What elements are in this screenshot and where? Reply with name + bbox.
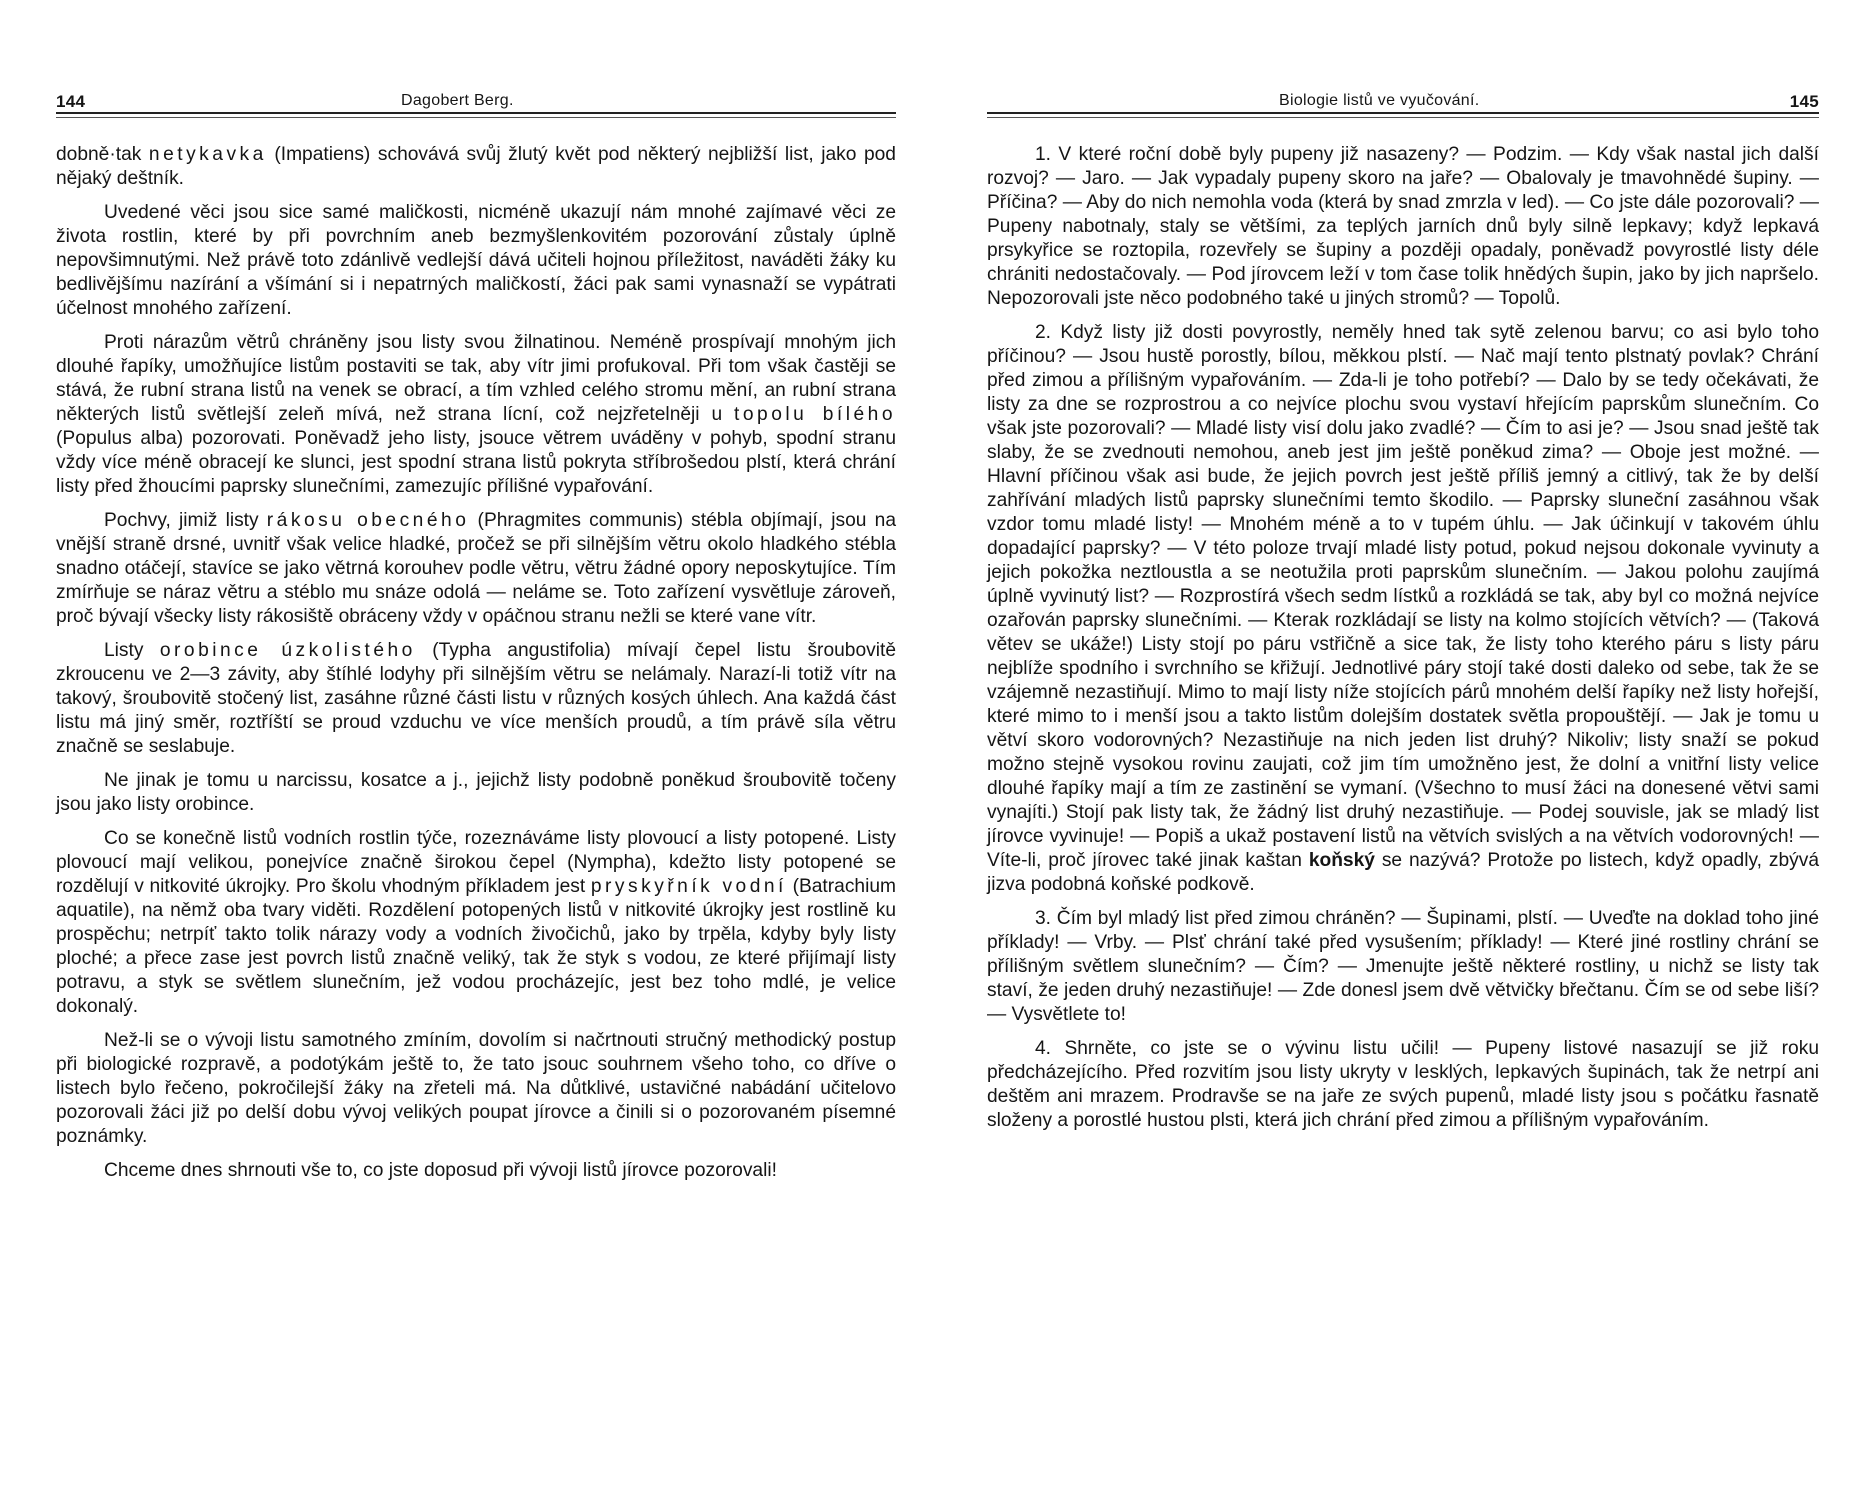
paragraph: Ne jinak je tomu u narcissu, kosatce a j., jejichž listy podobně poněkud šroubovitě točeny jsou jako listy orobince. — [56, 770, 896, 815]
header-rule-thin — [987, 117, 1819, 118]
paragraph: 3. Čím byl mladý list před zimou chráněn? — Šupinami, plstí. — Uveďte na doklad toho jiné příklady! — Vrby. — Plsť chrání také před vysušením; příklady! — Které jiné rostliny chrání se přílišným světlem slunečním? — Čím? — Jmenujte ještě některé rostliny, u nichž se listy tak staví, že jeden druhý nezastiňuje! — Zde donesl jsem dvě větvičky břečtanu. Čím se od sebe liší? — Vysvětlete to! — [987, 908, 1819, 1025]
header-rule — [987, 112, 1819, 114]
bold-term: koňský — [1308, 850, 1375, 871]
spaced-term: orobince úzkolistého — [159, 640, 416, 661]
left-page-body — [56, 143, 896, 1193]
paragraph: dobně·tak netykavka (Impatiens) schovává svůj žlutý květ pod některý nejbližší list, jako pod nějaký deštník. — [56, 144, 896, 189]
paragraph: 4. Shrněte, co jste se o vývinu listu učili! — Pupeny listové nasazují se již roku předcházejícího. Před rozvitím jsou listy ukryty v lesklých, lepkavých šupinách, tak že netrpí ani deštěm ani mrazem. Prodravše se na jaře ze svých pupenů, mladé listy jsou s počátku řasnatě složeny a porostlé hustou plsti, která jich chrání před zimou a přílišným vypařováním. — [987, 1038, 1819, 1131]
page-number: 144 — [56, 92, 86, 111]
right-page-body — [987, 143, 1819, 1143]
header-rule-thin — [56, 117, 896, 118]
paragraph: Chceme dnes shrnouti vše to, co jste doposud při vývoji listů jírovce pozorovali! — [104, 1160, 777, 1181]
paragraph: 1. V které roční době byly pupeny již nasazeny? — Podzim. — Kdy však nastal jich další rozvoj? — Jaro. — Jak vypadaly pupeny skoro na jaře? — Obalovaly je tmavohnědé šupiny. — Příčina? — Aby do nich nemohla voda (která by snad zmrzla v led). — Co jste dále pozorovali? — Pupeny nabotnaly, staly se většími, za teplých jarních dnů byly silně lepkavy; když lepkavá prsykyřice se roztopila, rozevřely se šupiny a později opadaly, poněvadž povyrostlé listy déle chrániti nedostačovaly. — Pod jírovcem leží v tom čase tolik hnědých šupin, jako by jich napršelo. Nepozorovali jste něco podobného také u jiných stromů? — Topolů. — [987, 144, 1819, 309]
spaced-term: netykavka — [148, 144, 267, 165]
spaced-term: rákosu obecného — [266, 510, 470, 531]
paragraph: Uvedené věci jsou sice samé maličkosti, nicméně ukazují nám mnohé zajímavé věci ze života rostlin, které by při povrchním aneb bezmyšlenkovitém pozorování zůstaly úplně nepovšimnutými. Než právě toto zdánlivě vedlejší dává učiteli hojnou příležitost, naváděti žáky ku bedlivějšímu nazírání a všímání si i nepatrných maličkostí, žáci pak sami vynasnaží se vypátrati účelnost mnohého zařízení. — [56, 202, 896, 319]
left-page-header — [56, 92, 896, 114]
paragraph: Co se konečně listů vodních rostlin týče, rozeznáváme listy plovoucí a listy potopené. Listy plovoucí mají velikou, ponejvíce značně širokou čepel (Nympha), kdežto listy potopené se rozdělují v nitkovité úkrojky. Pro školu vhodným příkladem jest pryskyřník vodní (Batrachium aquatile), na němž oba tvary viděti. Rozdělení potopených listů v nitkovité úkrojky jest rostlině ku prospěchu; netrpíť takto tolik nárazy vody a vodních živočichů, jako by trpěla, kdyby byly listy ploché; a přece zase jest povrch listů značně veliký, tak že styk s vodou, ze které přijímají listy potravu, a styk se světlem slunečním, jež vodou procházejíc, jest bez toho mdlé, je velice dokonalý. — [56, 828, 896, 1017]
right-page-header — [987, 92, 1819, 114]
paragraph: Proti nárazům větrů chráněny jsou listy svou žilnatinou. Neméně prospívají mnohým jich dlouhé řapíky, umožňujíce listům postaviti se tak, aby vítr jimi profukoval. Při tom však častěji se stává, že rubní strana listů na venek se obrací, a tím vzhled celého stromu mění, an rubní strana některých listů světlejší zeleň mívá, než strana lícní, což nejzřetelněji u topolu bílého (Populus alba) pozorovati. Poněvadž jeho listy, jsouce větrem uváděny v pohyb, spodní stranu vždy více méně obracejí ke slunci, jest spodní strana listů pokryta stříbrošedou plstí, která chrání listy před žhoucími paprsky slunečními, zamezujíc přílišné vypařování. — [56, 332, 897, 497]
spaced-term: pryskyřník vodní — [590, 876, 787, 897]
spaced-term: topolu bílého — [734, 404, 897, 425]
paragraph: 2. Když listy již dosti povyrostly, neměly hned tak sytě zelenou barvu; co asi bylo toho příčinou? — Jsou hustě porostly, bílou, měkkou plstí. — Nač mají tento plstnatý povlak? Chrání před zimou a přílišným vypařováním. — Zda-li je toho potřebí? — Dalo by se tedy očekávati, že listy za dne se rozprostrou a co nejvíce plochu svou vystaví hřejícím paprskům slunečním. Co však jste pozorovali? — Mladé listy visí dolu jako zvadlé? — Čím to asi je? — Jsou snad ještě tak slaby, že se zvednouti nemohou, aneb jest jim ještě poněkud zima? — Oboje jest možné. — Hlavní příčinou však asi bude, že jejich povrch jest ještě příliš jemný a citlivý, tak že by delší zahřívání mladých listů paprsky slunečními temto škodilo. — Paprsky sluneční zasáhnou však vzdor tomu mladé listy! — Mnohém méně a to v tupém úhlu. — Jak účinkují v takovém úhlu dopadající paprsky? — V této poloze trvají mladé listy potud, pokud nejsou dokonale vyvinuty a jejich pokožka neztloustla a se neotužila proti paprskům slunečním. — Jakou polohu zaujímá úplně vyvinutý list? — Rozprostírá všech sedm lístků a rozkládá se tak, aby byl co možná nejvíce ozařován paprsky slunečními. — Kterak rozkládají se listy na kolmo stojících větvích? — (Taková větev se ukáže!) Listy stojí po páru vstřičně a sice tak, že listy toho kterého páru s listy páru nejblíže spodního i svrchního se křižují. Jednotlivé páry stojí také dosti daleko od sebe, tak že se vzájemně nezastiňují. Mimo to mají listy níže stojících párů mnohém delší řapíky než listy hořejší, které mimo to i menší jsou a takto listům dolejším dostatek světla propouštějí. — Jak je tomu u větví skoro vodorovných? Nezastiňuje na nich jeden list druhý? Nikoliv; listy snaží se pokud možno stejně vysokou rovinu zaujati, což jim tím umožněno jest, že dolní a vnitřní listy velice dlouhé řapíky mají a tím ze zastinění se vymaní. (Všechno to musí žáci na donesené větvi sami vynajíti.) Stojí pak listy tak, že žádný list druhý nezastiňuje. — Podej souvisle, jak se mladý list jírovce vyvinuje! — Popiš a ukaž postavení listů na větvích svislých a na větvích vodorovných! — Víte-li, proč jírovec také jinak kaštan koňský se nazývá? Protože po listech, když opadly, zbývá jizva podobná koňské podkově. — [987, 322, 1819, 895]
right-page — [931, 0, 1862, 1500]
running-head: Biologie listů ve vyučování. — [1279, 92, 1480, 109]
running-head: Dagobert Berg. — [401, 92, 514, 109]
page-number: 145 — [1789, 92, 1819, 111]
paragraph: Než-li se o vývoji listu samotného zmíním, dovolím si načrtnouti stručný methodický postup při biologické rozpravě, a podotýkám ještě to, že tato jsouc souhrnem všeho toho, co dříve o listech bylo řečeno, pokročilejší žáky na zřeteli má. Na důtklivé, ustavičné nabádání učitelovo pozorovali žáci již po delší dobu vývoj velikých poupat jírovce a činili si o pozorovaném písemné poznámky. — [56, 1030, 896, 1147]
paragraph: Listy orobince úzkolistého (Typha angustifolia) mívají čepel listu šroubovitě zkroucenu ve 2—3 závity, aby štíhlé lodyhy při silnějším větru se nelámaly. Narazí-li totiž vítr na takový, šroubovitě stočený list, zasáhne různé části listu v různých kosých úhlech. Ana každá část listu má jiný směr, roztříští se proud vzduchu ve více menších proudů, a tím právě síla větru značně se seslabuje. — [56, 640, 896, 757]
paragraph: Pochvy, jimiž listy rákosu obecného (Phragmites communis) stébla objímají, jsou na vnější straně drsné, uvnitř však velice hladké, pročež se při silnějším větru okolo hladkého stébla snadno otáčejí, stavíce se jako větrná korouhev podle větru, větru žádné opory neposkytujíce. Tím zmírňuje se náraz větru a stéblo mu snáze odolá — neláme se. Toto zařízení vysvětluje zároveň, proč bývají všecky listy rákosiště obráceny vždy v opáčnou stranu nežli se které vane vítr. — [56, 510, 896, 627]
header-rule — [56, 112, 896, 114]
